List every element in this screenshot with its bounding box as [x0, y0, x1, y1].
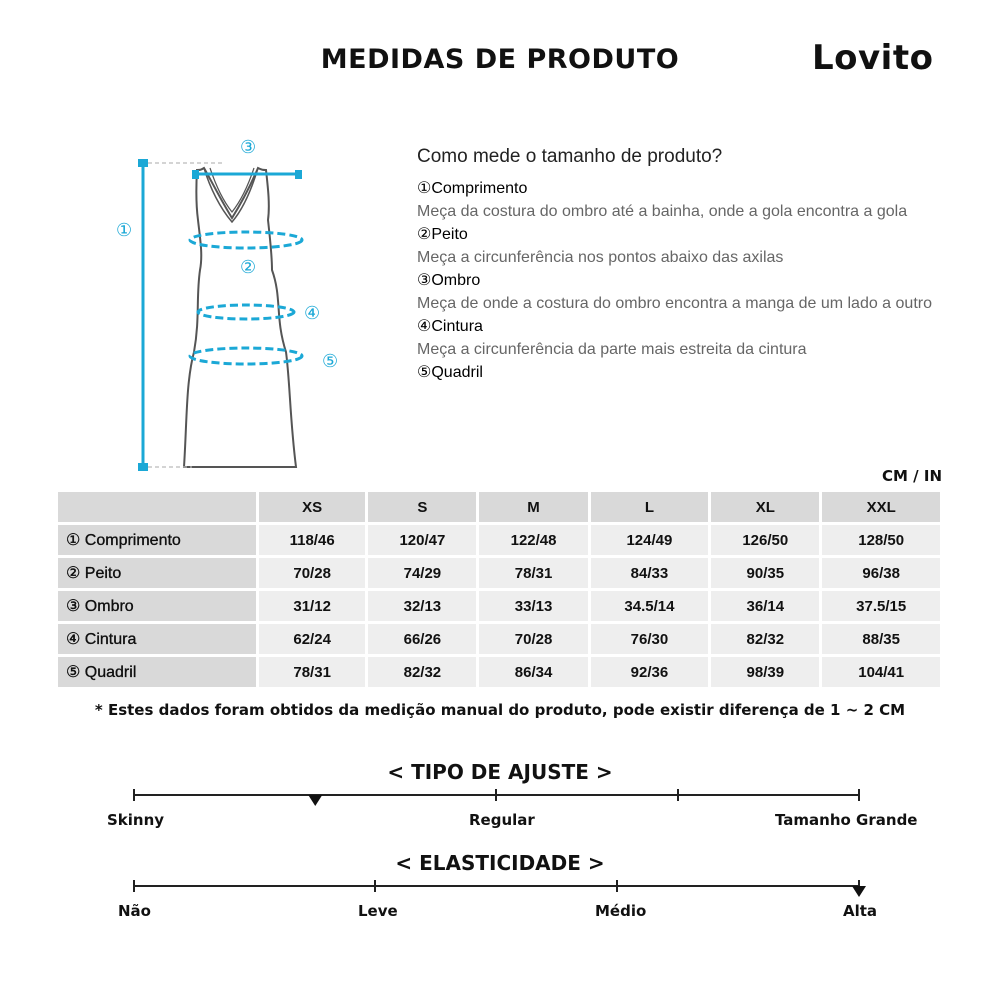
instruction-desc-length: Meça da costura do ombro até a bainha, onde a gola encontra a gola: [417, 203, 908, 220]
elasticity-label-high: Alta: [843, 902, 878, 920]
table-cell: 84/33: [591, 558, 709, 588]
table-cell: 98/39: [711, 657, 819, 687]
table-row: [58, 525, 940, 555]
row-label: ⑤ Quadril: [58, 657, 256, 687]
hip-ellipse: [190, 348, 302, 364]
table-cell: 118/46: [259, 525, 365, 555]
table-cell: 36/14: [711, 591, 819, 621]
dress-diagram: [100, 130, 360, 480]
dress-measurement-figure: [100, 130, 360, 484]
table-cell: 78/31: [259, 657, 365, 687]
row-label: ① Comprimento: [58, 525, 256, 555]
instruction-label-chest: ②Peito: [417, 226, 468, 243]
fit-label-skinny: Skinny: [107, 811, 165, 829]
instruction-label-hip: ⑤Quadril: [417, 364, 483, 381]
elasticity-title: < ELASTICIDADE >: [395, 851, 605, 875]
table-cell: 33/13: [479, 591, 587, 621]
elasticity-marker: [852, 886, 866, 897]
table-row: [58, 558, 940, 588]
size-header: XXL: [822, 492, 940, 522]
mark-3: ③: [240, 137, 257, 158]
mark-1: ①: [116, 220, 133, 241]
chest-ellipse: [190, 232, 302, 248]
size-header: M: [479, 492, 587, 522]
fit-label-regular: Regular: [469, 811, 535, 829]
table-row: [58, 624, 940, 654]
table-row: [58, 657, 940, 687]
table-cell: 37.5/15: [822, 591, 940, 621]
table-cell: 104/41: [822, 657, 940, 687]
table-cell: 62/24: [259, 624, 365, 654]
table-cell: 96/38: [822, 558, 940, 588]
table-cell: 78/31: [479, 558, 587, 588]
mark-2: ②: [240, 257, 257, 278]
table-cell: 32/13: [368, 591, 476, 621]
instruction-desc-chest: Meça a circunferência nos pontos abaixo das axilas: [417, 249, 784, 266]
table-cell: 90/35: [711, 558, 819, 588]
size-header: L: [591, 492, 709, 522]
instruction-label-waist: ④Cintura: [417, 318, 483, 335]
table-cell: 86/34: [479, 657, 587, 687]
table-cell: 74/29: [368, 558, 476, 588]
elasticity-label-medium: Médio: [595, 902, 647, 920]
row-label: ④ Cintura: [58, 624, 256, 654]
fit-label-large: Tamanho Grande: [775, 811, 918, 829]
row-label: ③ Ombro: [58, 591, 256, 621]
table-cell: 66/26: [368, 624, 476, 654]
table-cell: 88/35: [822, 624, 940, 654]
table-cell: 70/28: [259, 558, 365, 588]
fit-title: < TIPO DE AJUSTE >: [387, 760, 613, 784]
table-header-row: [58, 492, 940, 522]
table-cell: 34.5/14: [591, 591, 709, 621]
row-label: ② Peito: [58, 558, 256, 588]
table-cell: 120/47: [368, 525, 476, 555]
size-table: [55, 489, 943, 690]
elasticity-label-none: Não: [118, 902, 151, 920]
table-cell: 128/50: [822, 525, 940, 555]
mark-4: ④: [304, 303, 321, 324]
table-corner: [58, 492, 256, 522]
size-header: S: [368, 492, 476, 522]
table-cell: 126/50: [711, 525, 819, 555]
fit-marker: [308, 795, 322, 806]
elasticity-label-light: Leve: [358, 902, 398, 920]
table-cell: 82/32: [368, 657, 476, 687]
measure-instructions: [417, 146, 937, 384]
table-cell: 31/12: [259, 591, 365, 621]
instruction-desc-shoulder: Meça de onde a costura do ombro encontra a manga de um lado a outro: [417, 295, 932, 312]
unit-label: CM / IN: [882, 467, 942, 485]
table-cell: 70/28: [479, 624, 587, 654]
table-cell: 76/30: [591, 624, 709, 654]
table-cell: 82/32: [711, 624, 819, 654]
instructions-question: Como mede o tamanho de produto?: [417, 146, 723, 167]
size-header: XS: [259, 492, 365, 522]
table-row: [58, 591, 940, 621]
instruction-desc-waist: Meça a circunferência da parte mais estreita da cintura: [417, 341, 807, 358]
size-header: XL: [711, 492, 819, 522]
brand-logo: Lovito: [812, 38, 934, 78]
table-cell: 124/49: [591, 525, 709, 555]
instruction-label-shoulder: ③Ombro: [417, 272, 481, 289]
table-cell: 122/48: [479, 525, 587, 555]
page-title: MEDIDAS DE PRODUTO: [320, 44, 680, 75]
measurement-note: * Estes dados foram obtidos da medição manual do produto, pode existir diferença de 1 ~ 2 CM: [94, 701, 906, 719]
mark-5: ⑤: [322, 351, 339, 372]
table-cell: 92/36: [591, 657, 709, 687]
instruction-label-length: ①Comprimento: [417, 180, 528, 197]
